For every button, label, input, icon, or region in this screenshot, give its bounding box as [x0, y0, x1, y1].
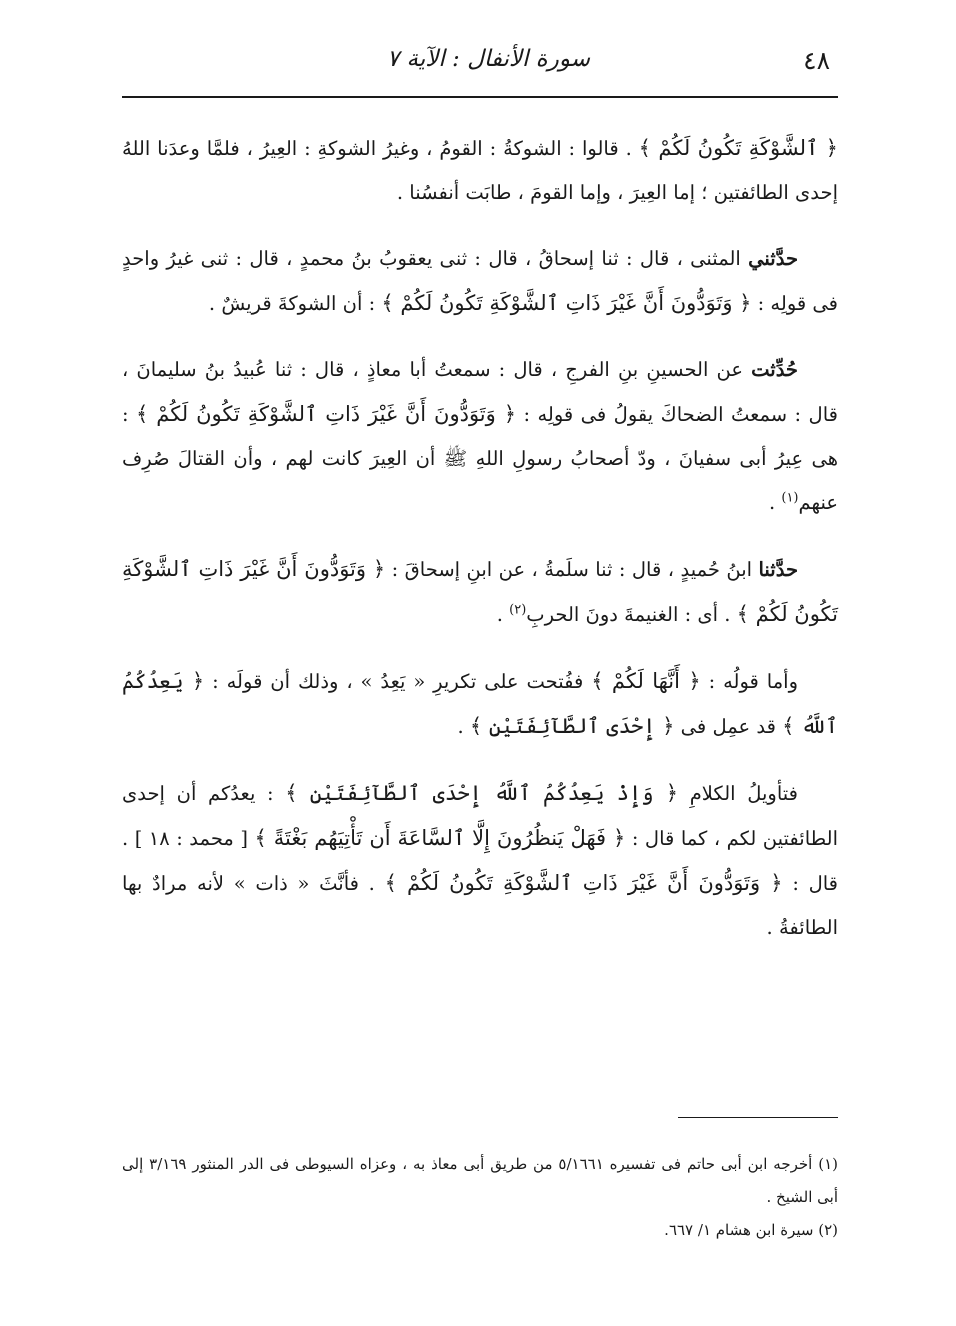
- header-rule: [122, 96, 838, 98]
- book-page: [122, 0, 838, 1326]
- quran-quote: ﴿ وَتَوَدُّونَ أَنَّ غَيْرَ ذَاتِ ٱلشَّوْكَةِ تَكُونُ لَكُمْ ﴾: [384, 871, 783, 895]
- narration-lead: حدَّثنا: [758, 558, 799, 581]
- text-segment: : أن الشوكةَ قريشٌ .: [208, 292, 382, 315]
- text-segment: المثنى ، قال : ثنا إسحاقُ ، قال : ثنى يعقوبُ بنُ محمدٍ ، قال : ثنى غيرُ واحدٍ فى قولِه :: [122, 247, 838, 315]
- quran-quote: ﴿ فَهَلْ يَنظُرُونَ إِلَّا ٱلسَّاعَةَ أَن تَأْتِيَهُم بَغْتَةً ﴾: [254, 826, 626, 850]
- quran-quote: ﴿ يَعِدُكُمُ ٱللَّهُ ﴾: [122, 669, 838, 738]
- text-segment: .: [768, 491, 782, 514]
- quran-quote: ﴿ وَتَوَدُّونَ أَنَّ غَيْرَ ذَاتِ ٱلشَّوْكَةِ تَكُونُ لَكُمْ ﴾: [122, 557, 838, 626]
- text-segment: ففُتحت على تكريرِ « يَعِدُ » ، وذلك أن قولَه :: [204, 670, 592, 693]
- quran-quote: ﴿ إِحْدَى ٱلطَّآئِفَتَيْنِ ﴾: [469, 714, 675, 738]
- text-segment: فتأويلُ الكلامِ: [678, 782, 798, 805]
- paragraph: [122, 126, 838, 215]
- footnote: (٢) سيرة ابن هشام ١/ ٦٦٧.: [664, 1221, 838, 1239]
- footnotes: [122, 1148, 838, 1247]
- narration-lead: حُدِّثت: [751, 358, 798, 381]
- quran-quote: ﴿ وَتَوَدُّونَ أَنَّ غَيْرَ ذَاتِ ٱلشَّوْكَةِ تَكُونُ لَكُمْ ﴾: [381, 291, 752, 315]
- text-segment: .: [457, 715, 470, 738]
- running-header: [122, 44, 838, 94]
- quran-quote: ﴿ أَنَّهَا لَكُمْ ﴾: [591, 669, 701, 693]
- footnote-reference: (١): [781, 490, 799, 506]
- footnote-reference: (٢): [509, 602, 527, 618]
- text-segment: ابنُ حُميدٍ ، قال : ثنا سلَمةُ ، عن ابنِ إسحاقَ :: [385, 558, 759, 581]
- running-title: سورة الأنفال : الآية ٧: [386, 46, 590, 72]
- text-segment: [ محمد : ١٨ ] . قال :: [122, 827, 839, 895]
- paragraph: [122, 659, 838, 749]
- quran-quote: ﴿ وَإِذْ يَعِدُكُمُ ٱللَّهُ إِحْدَى ٱلطَّآئِفَتَيْنِ ﴾: [285, 781, 679, 805]
- text-segment: . أى : الغنيمةَ دونَ الحربِ: [526, 603, 737, 626]
- paragraph: [122, 547, 838, 637]
- text-segment: عن الحسينِ بنِ الفرجِ ، قال : سمعتُ أبا معاذٍ ، قال : ثنا عُبيدُ بنُ سليمانَ ، قال : سمعتُ الضحاكَ يقولُ فى قولِه :: [122, 358, 838, 426]
- quran-quote: ﴿ وَتَوَدُّونَ أَنَّ غَيْرَ ذَاتِ ٱلشَّوْكَةِ تَكُونُ لَكُمْ ﴾: [136, 402, 517, 426]
- text-segment: . قالوا : الشوكةُ : القومُ ، وغيرُ الشوكةِ : العِيرُ ، فلمَّا وعدَنا اللهُ إحدى الطائفتين ؛ إما العِيرَ ، وإما القومَ ، طابَت أنفسُنا .: [122, 137, 838, 204]
- paragraph: [122, 237, 838, 326]
- paragraph: [122, 771, 838, 950]
- narration-lead: حدَّثني: [748, 247, 798, 270]
- paragraph: [122, 348, 838, 525]
- text-segment: : يعدُكم أن إحدى الطائفتين لكم ، كما قال :: [122, 782, 839, 850]
- text-segment: وأما قولُه :: [700, 670, 798, 693]
- text-segment: .: [496, 603, 510, 626]
- footnote-separator: [678, 1117, 838, 1118]
- text-segment: قد عمِل فى: [674, 715, 783, 738]
- main-text: [122, 126, 838, 972]
- text-segment: . فأنَّثَ « ذات » لأنه مرادٌ بها الطائفةُ .: [122, 872, 838, 939]
- quran-quote: ﴿ ٱلشَّوْكَةِ تَكُونُ لَكُمْ ﴾: [638, 136, 838, 160]
- text-segment: : هى عِيرُ أبى سفيانَ ، ودّ أصحابُ رسولِ اللهِ ﷺ أن العِيرَ كانت لهم ، وأن القتالَ صُرِف عنهم: [122, 403, 838, 514]
- footnote: (١) أخرجه ابن أبى حاتم فى تفسيره ٥/١٦٦١ من طريق أبى معاذ به ، وعزاه السيوطى فى الدر المنثور ٣/١٦٩ إلى أبى الشيخ .: [122, 1155, 839, 1206]
- page-number: ٤٨: [803, 46, 830, 75]
